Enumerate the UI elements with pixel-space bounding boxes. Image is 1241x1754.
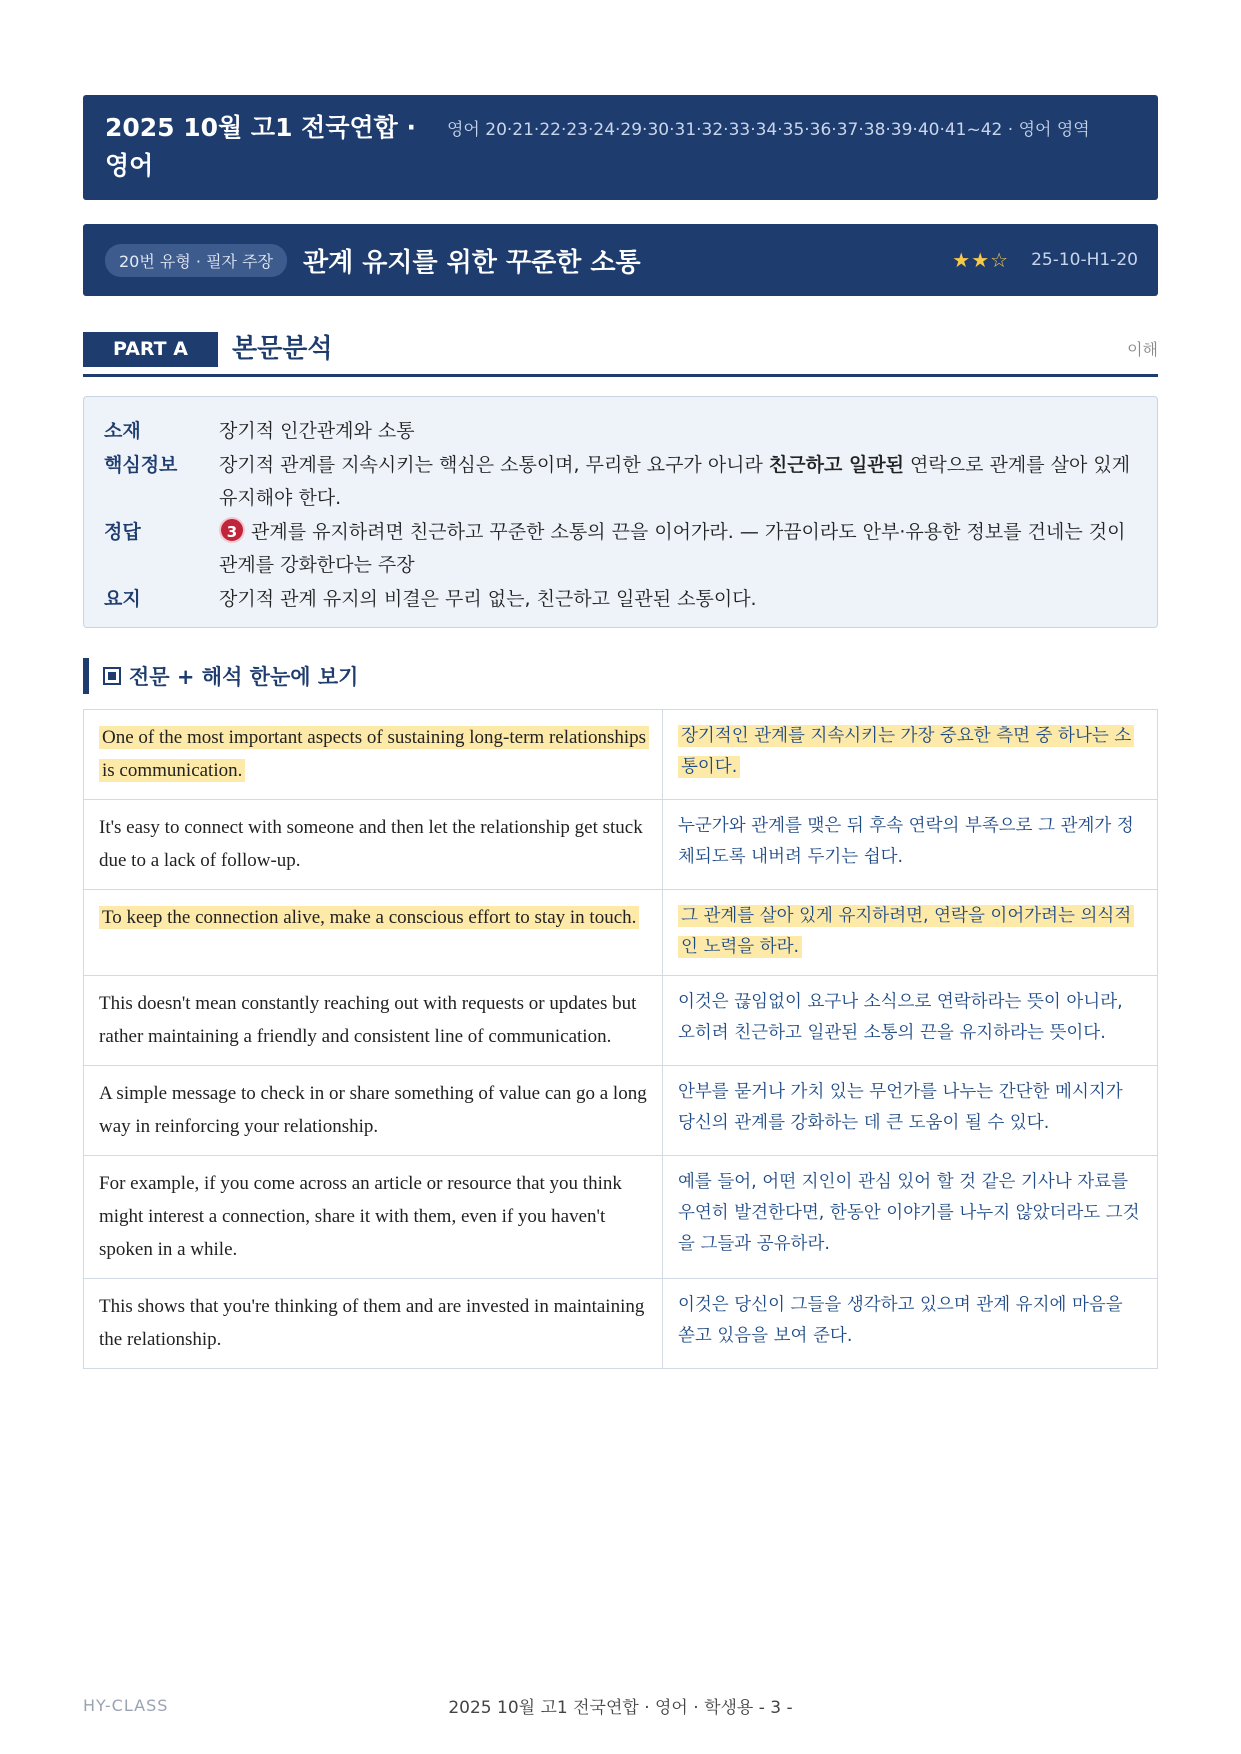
english-sentence-cell <box>84 800 663 890</box>
table-row <box>84 976 1158 1066</box>
part-title: 본문분석 <box>232 334 333 364</box>
exam-question-list: 영어 20·21·22·23·24·29·30·31·32·33·34·35·36·37·38·39·40·41~42 · 영어 영역 <box>447 120 1090 140</box>
korean-translation: 안부를 묻거나 가치 있는 무언가를 나누는 간단한 메시지가 당신의 관계를 강화하는 데 큰 도움이 될 수 있다. <box>678 1082 1123 1133</box>
question-title: 관계 유지를 위한 꾸준한 소통 <box>302 247 641 278</box>
summary-value: 장기적 관계 유지의 비결은 무리 없는, 친근하고 일관된 소통이다. <box>219 588 757 610</box>
page <box>83 0 1158 1754</box>
core-bold-text: 친근하고 일관된 <box>768 454 905 476</box>
exam-title: 2025 10월 고1 전국연합 · 영어 <box>105 113 416 180</box>
english-sentence-cell <box>84 890 663 976</box>
summary-row-topic <box>104 415 1137 448</box>
english-sentence: One of the most important aspects of sustaining long-term relationships is communication. <box>99 726 649 782</box>
summary-label: 소재 <box>104 420 141 442</box>
footer-brand: HY-CLASS <box>83 1696 169 1715</box>
core-text: 연락으로 관계를 살아 있게 유지해야 한다. <box>219 454 1131 509</box>
english-sentence-cell <box>84 1156 663 1279</box>
english-sentence: To keep the connection alive, make a conscious effort to stay in touch. <box>99 906 639 929</box>
english-sentence: It's easy to connect with someone and then let the relationship get stuck due to a lack of follow-up. <box>99 817 643 871</box>
table-row <box>84 1156 1158 1279</box>
korean-translation-cell <box>663 710 1158 800</box>
question-type-tag: 20번 유형 · 필자 주장 <box>105 244 287 277</box>
korean-translation: 이것은 끊임없이 요구나 소식으로 연락하라는 뜻이 아니라, 오히려 친근하고 일관된 소통의 끈을 유지하라는 뜻이다. <box>678 992 1123 1043</box>
korean-translation-cell <box>663 976 1158 1066</box>
answer-text: 관계를 유지하려면 친근하고 꾸준한 소통의 끈을 이어가라. — 가끔이라도 안부·유용한 정보를 건네는 것이 관계를 강화한다는 주장 <box>219 521 1126 576</box>
footer-page-info: 2025 10월 고1 전국연합 · 영어 · 학생용 - 3 - <box>448 1698 793 1718</box>
question-bar <box>83 224 1158 296</box>
korean-translation: 그 관계를 살아 있게 유지하려면, 연락을 이어가려는 의식적인 노력을 하라. <box>678 905 1134 958</box>
table-row <box>84 710 1158 800</box>
english-sentence-cell <box>84 976 663 1066</box>
square-bullet-icon <box>103 667 121 685</box>
english-sentence: For example, if you come across an article or resource that you think might interest a connection, share it with them, even if you haven't spoken in a while. <box>99 1173 622 1260</box>
korean-translation-cell <box>663 1156 1158 1279</box>
summary-value: 장기적 인간관계와 소통 <box>219 420 415 442</box>
english-sentence-cell <box>84 1279 663 1369</box>
summary-box <box>83 396 1158 628</box>
english-sentence: This shows that you're thinking of them and are invested in maintaining the relationship. <box>99 1296 645 1350</box>
korean-translation-cell <box>663 890 1158 976</box>
summary-value <box>219 516 1137 582</box>
table-row <box>84 800 1158 890</box>
korean-translation-cell <box>663 1066 1158 1156</box>
translation-table <box>83 709 1158 1369</box>
core-text: 장기적 관계를 지속시키는 핵심은 소통이며, 무리한 요구가 아니라 <box>219 454 769 476</box>
table-row <box>84 1279 1158 1369</box>
part-level: 이해 <box>1127 340 1158 359</box>
korean-translation-cell <box>663 800 1158 890</box>
english-sentence: This doesn't mean constantly reaching out with requests or updates but rather maintaining a friendly and consistent line of communication. <box>99 993 637 1047</box>
question-code: 25-10-H1-20 <box>1031 250 1138 270</box>
korean-translation: 이것은 당신이 그들을 생각하고 있으며 관계 유지에 마음을 쏟고 있음을 보여 준다. <box>678 1295 1123 1346</box>
summary-label: 요지 <box>104 588 141 610</box>
english-sentence-cell <box>84 710 663 800</box>
part-header <box>83 332 1158 377</box>
summary-row-answer <box>104 516 1137 582</box>
table-row <box>84 1066 1158 1156</box>
section-title: 전문 + 해석 한눈에 보기 <box>129 665 359 689</box>
difficulty-stars-icon: ★★☆ <box>952 248 1010 272</box>
answer-number-badge: 3 <box>219 517 245 543</box>
english-sentence-cell <box>84 1066 663 1156</box>
summary-value <box>219 449 1137 515</box>
korean-translation: 장기적인 관계를 지속시키는 가장 중요한 측면 중 하나는 소통이다. <box>678 725 1134 778</box>
summary-label: 핵심정보 <box>104 454 178 476</box>
summary-row-core <box>104 449 1137 515</box>
section-heading <box>83 658 683 694</box>
korean-translation-cell <box>663 1279 1158 1369</box>
korean-translation: 예를 들어, 어떤 지인이 관심 있어 할 것 같은 기사나 자료를 우연히 발견한다면, 한동안 이야기를 나누지 않았더라도 그것을 그들과 공유하라. <box>678 1172 1140 1254</box>
summary-label: 정답 <box>104 521 141 543</box>
korean-translation: 누군가와 관계를 맺은 뒤 후속 연락의 부족으로 그 관계가 정체되도록 내버려 두기는 쉽다. <box>678 816 1134 867</box>
summary-row-gist <box>104 583 1137 616</box>
part-label: PART A <box>83 332 218 367</box>
exam-banner <box>83 95 1158 200</box>
english-sentence: A simple message to check in or share something of value can go a long way in reinforcing your relationship. <box>99 1083 647 1137</box>
table-row <box>84 890 1158 976</box>
